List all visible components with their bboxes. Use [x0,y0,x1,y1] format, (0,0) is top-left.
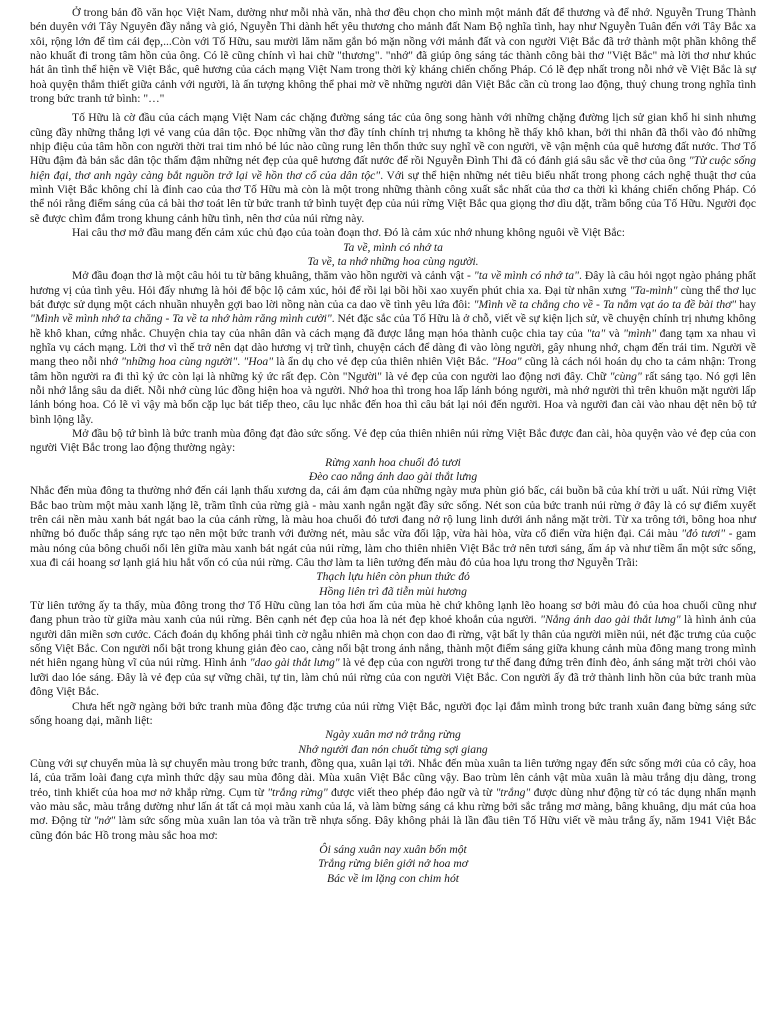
body-paragraph [30,757,756,843]
italic-quote: "Nắng ánh dao gài thắt lưng" [540,613,681,627]
body-paragraph [30,700,756,729]
italic-quote: "trắng rừng" [267,785,328,799]
italic-quote: "Mình về mình nhớ ta chăng - Ta về ta nhớ hàm răng mình cười" [30,312,332,326]
body-paragraph [30,111,756,226]
verse-line: Nhớ người đan nón chuốt từng sợi giang [298,742,488,756]
italic-quote: "những hoa cùng người" [121,355,238,369]
text-run: Nhắc đến mùa đông ta thường nhớ đến cái lạnh thấu xương da, cái ảm đạm của những ngày mưa phùn gió bấc, cái buồn bã của khí trời u uất. Núi rừng Việt Bắc bao trùm một màu xanh lặng lẽ, trầm tĩnh của rừng già - màu xanh ngắn ngặt đầy sức sống. Nét son của bức tranh núi rừng ở đây là có sự điểm xuyết trên cái nền màu xanh bát ngát bao la của cánh rừng, là màu hoa chuối đỏ tươi đang nở rộ lung linh dưới ánh nắng mặt trời. Từ xa trông tới, bông hoa như những bó đuốc thắp sáng rực tạo nên một bức tranh với đường nét, màu sắc vừa đối lập, vừa hài hòa, vừa cổ điển vừa hiện đại. Cái màu [30,484,756,541]
verse-line: Hồng liên trì đã tiễn mùi hương [319,584,467,598]
italic-quote: "Hoa" [491,355,522,369]
italic-quote: "đỏ tươi" [681,527,726,541]
body-paragraph [30,484,756,570]
italic-quote: "cùng" [609,369,642,383]
text-run: Từ liên tưởng ấy ta thấy, mùa đông trong thơ Tố Hữu cũng lan tỏa hơi ấm của mùa hè chứ không lạnh lẽo hoang sơ bởi màu đỏ của hoa chuối cũng như đang phun trào từ giữa màu xanh của núi rừng. Bên cạnh nét đẹp của hoa là nét đẹp khoẻ khoắn của người. [30,599,756,627]
text-run: được viết theo phép đảo ngữ và từ [327,785,496,799]
body-paragraph [30,6,756,106]
body-paragraph [30,427,756,456]
text-run: Hai câu thơ mở đầu mang đến cảm xúc chủ đạo của toàn đoạn thơ. Đó là cảm xúc nhớ nhung không nguôi về Việt Bắc: [72,226,625,240]
italic-quote: "Hoa" [243,355,274,369]
text-run: . [237,355,244,369]
body-paragraph [30,226,756,240]
verse-line: Ôi sáng xuân nay xuân bốn một [319,842,467,856]
text-run: được dùng như động từ có tác dụng nhấn mạnh vào màu sắc, màu trắng dường như lấn át tất cả mọi màu xanh của lá, và làm bừng sáng cả khu rừng bởi sắc trắng mơ màng, bâng khuâng, dịu mát của hoa mơ. Động từ [30,785,757,828]
italic-quote: "nở" [93,814,116,828]
text-run: cùng thể thơ lục bát được sử dụng một cách nhuần nhuyễn gợi bao lời nồng nàn của ca dao về tình yêu lứa đôi: [30,283,756,311]
italic-quote: "Ta-mình" [629,283,678,297]
verse-line: Thạch lựu hiên còn phun thức đỏ [316,570,470,584]
italic-quote: "dao gài thắt lưng" [249,656,340,670]
text-run: hay [736,297,756,311]
verse-line: Rừng xanh hoa chuối đỏ tươi [325,455,461,469]
text-run: đang tạm xa nhau vì nghĩa vụ cách mạng. Lời thơ vì thế trở nên dạt dào hương vị trữ tình, chuyện cách để dàng đi vào lòng người, gây nhung nhớ, chạm đến trái tim. Người về mang theo nỗi nhớ [30,326,756,369]
body-paragraph [30,599,756,699]
text-run: . Nét đặc sắc của Tố Hữu là ở chỗ, viết về sự kiện lịch sử, về chuyện chính trị nhưng không hề khô khan, cứng nhắc. Chuyện chia tay của nhân dân và cách mạng đã được lắng mạn hóa thành cuộc chia tay của [30,312,756,340]
italic-quote: "mình" [623,326,657,340]
text-run: cũng là cách nói hoán dụ cho ta cảm nhận: Trong tâm hồn người ra đi thì kỷ ức còn lại là những kỷ ức rất đẹp. Còn "Người" là vẻ đẹp của con người lao động nơi đây. Chữ [30,355,756,383]
text-run: Ở trong bản đồ văn học Việt Nam, dường như mỗi nhà văn, nhà thơ đều chọn cho mình một mảnh đất để thương và để nhớ. Nguyễn Trung Thành bén duyên với Tây Nguyên đầy nắng và gió, Nguyễn Thi dành hết yêu thương cho mảnh đất Nam Bộ nghĩa tình, hay như Nguyễn Tuân đến với Tây Bắc xa xôi, rộng lớn để tìm cái đẹp,...Còn với Tố Hữu, sau mười lăm năm gắn bó mặn nồng với mảnh đất và con người Việt Bắc đã trở thành một phần không thể nào khuất đi trong tâm hồn của ông. Có lẽ cũng chính vì hai chữ "thương". "nhớ" đã giúp ông sáng tác thành công bài thơ "Việt Bắc" mà lời thơ như khúc hát ân tình thể hiện về Việt Bắc, quê hương của cách mạng Việt Nam trong thời kỳ kháng chiến chống Pháp. Có lẽ đẹp nhất trong nỗi nhớ về Việt Bắc là sự hoà quyện thắm thiết giữa cảnh với người, là ấn tượng không thể phai mờ về những người dân Việt Bắc cần cù trong lao động, thuỷ chung trong nghĩa tình trong bức tranh tứ bình: "…" [30,6,756,106]
text-run: Chưa hết ngỡ ngàng bởi bức tranh mùa đông đặc trưng của núi rừng Việt Bắc, người đọc lại đắm mình trong bức tranh xuân đang bừng sáng sức sống hoang dại, mãnh liệt: [30,699,756,727]
text-run: Mở đầu bộ tứ bình là bức tranh mùa đông đạt đào sức sống. Vẻ đẹp của thiên nhiên núi rừng Việt Bắc được đan cài, hòa quyện vào vẻ đẹp của con người Việt Bắc trong lao động thường ngày: [30,426,756,455]
verse-line: Ta về, ta nhớ những hoa cùng người. [307,254,479,268]
text-run: Tố Hữu là cờ đầu của cách mạng Việt Nam các chặng đường sáng tác của ông song hành với những chặng đường lịch sử gian khổ hi sinh nhưng cũng đầy những thắng lợi vẻ vang của dân tộc. Đọc những vần thơ đầy tính chính trị nhưng ta không hề thấy khô khan, bởi thi nhân đã thổi vào đó những nhịp điệu của tâm hồn con người thời trai tim nhỏ bé lúc nào cũng rung lên thổn thức suy nghĩ về con người, về vận mệnh của quê hương đất nước. Thơ Tố Hữu đậm đà bản sắc dân tộc thấm đậm những nét đẹp của quê hương đất nước để rồi Nguyễn Đình Thi đã có đánh giá sâu sắc về thơ của ông [30,111,756,168]
text-run: rất sáng tạo. Nó gợi lên nỗi nhớ lắng sâu da diết. Nỗi nhớ cùng lúc đồng hiện hoa và người. Nhớ hoa thì trong hoa lấp lánh bóng người, mà nhớ người thì trên khuôn mặt người lấp lánh bóng hoa. Có lẽ vì vậy mà bốn cặp lục bát tiếp theo, câu lục nhắc đến hoa thì câu bát lại nói đến người. Hoa và người đan cài vào nhau dệt nên bộ tứ bình lộng lẫy. [30,369,756,426]
verse-line: Ngày xuân mơ nở trắng rừng [325,728,461,742]
text-run: là ẩn dụ cho vẻ đẹp của thiên nhiên Việt Bắc. [273,355,492,369]
text-run: là vẻ đẹp của con người trong tư thế đang đứng trên đỉnh đèo, ánh sáng mặt trời chói vào lưỡi dao lóe sáng. Đây là vẻ đẹp của sự vững chãi, tự tin, làm chủ núi rừng của con người Việt Bắc. Con người ấy đã trở thành linh hồn của bức tranh mùa đông Việt Bắc. [30,656,757,699]
text-run: làm sức sống mùa xuân lan tỏa và trần trề nhựa sống. Đây không phải là lần đầu tiên Tố Hữu viết về màu trắng ấy, năm 1941 Việt Bắc cũng đón bác Hồ trong màu sắc hoa mơ: [30,814,756,842]
verse-line: Đèo cao nắng ánh dao gài thắt lưng [308,470,478,483]
text-run: . Đây là câu hỏi ngọt ngào phảng phất hương vị của tình yêu. Hỏi đấy nhưng là hỏi để bộc lộ cảm xúc, hỏi để rồi lại bồi hồi xao xuyến phút chia xa. Đại từ nhân xưng [30,269,756,297]
text-run: . Với sự thể hiện những nét tiêu biểu nhất trong phong cách nghệ thuật thơ của mình Việt Bắc không chỉ là đỉnh cao của thơ Tố Hữu mà còn là một trong những thành công xuất sắc nhất của thơ ca thời kì kháng chiến chống Pháp. Có thể nói rằng điểm sáng của cả bài thơ toát lên từ bức tranh tứ bình tuyệt đẹp của núi rừng Việt Bắc qua giọng thơ dìu dặt, trầm bổng của Tố Hữu. Người đọc sẽ được chìm đắm trong khung cảnh hữu tình, nên thơ của núi rừng này. [30,168,756,225]
text-run: - gam màu nóng của bông chuối nổi lên giữa màu xanh bát ngát của núi rừng, làm cho thiên nhiên Việt Bắc trở nên tươi sáng, ấm áp và như tiềm ẩn một sức sống, xua đi cái hoang sơ lạnh giá hiu hắt vốn có của núi rừng. Câu thơ làm ta liên tưởng đến màu đỏ của hoa lựu trong thơ Nguyễn Trãi: [30,527,756,570]
verse-line: Trắng rừng biên giới nở hoa mơ [318,857,468,871]
italic-quote: "Mình về ta chẳng cho về - Ta nắm vạt áo ta đề bài thơ" [473,297,737,311]
italic-quote: "ta" [586,326,606,340]
italic-quote: "ta về mình có nhớ ta" [473,269,579,283]
italic-quote: "Từ cuộc sống hiện đại, thơ anh ngày càng bắt nguồn trở lại về hồn thơ cổ của dân tộc" [30,154,756,182]
verse-line: Bác về im lặng con chim hót [326,871,459,885]
text-run: Mở đầu đoạn thơ là một câu hỏi tu từ bâng khuâng, thăm vào hồn người và cảnh vật - [72,269,474,283]
text-run: và [605,326,624,340]
body-paragraph [30,269,756,427]
text-run: là hình ảnh của người dân miền sơn cước. Cách đoán dụ khống phải tình cờ ngẫu nhiên mà chọn con dao đi rừng, vật bất ly thân của người miền núi, nét đặc trưng của cuộc sống Việt Bắc. Con người nổi bật trong khung giản đèo cao, càng nổi bật trong ánh nắng, thành một điểm sáng giữa khung cảnh mùa đông mang trong mình nét hiên ngang hùng vĩ của núi rừng. Hình ảnh [30,613,756,670]
verse-line: Ta về, mình có nhớ ta [343,240,443,254]
text-run: Cùng với sự chuyển mùa là sự chuyển màu trong bức tranh, đồng qua, xuân lại tới. Nhắc đến mùa xuân ta liên tưởng ngay đến sức sống mới của cỏ cây, hoa lá, của trăm loài đang cựa mình thức dậy sau mùa đông dài. Mùa xuân Việt Bắc cũng vậy. Bao trùm lên cảnh vật mùa xuân là màu trắng dịu dàng, trong trẻo, tinh khiết của hoa mơ nở khắp rừng. Cụm từ [30,756,756,799]
italic-quote: "trắng" [495,785,531,799]
